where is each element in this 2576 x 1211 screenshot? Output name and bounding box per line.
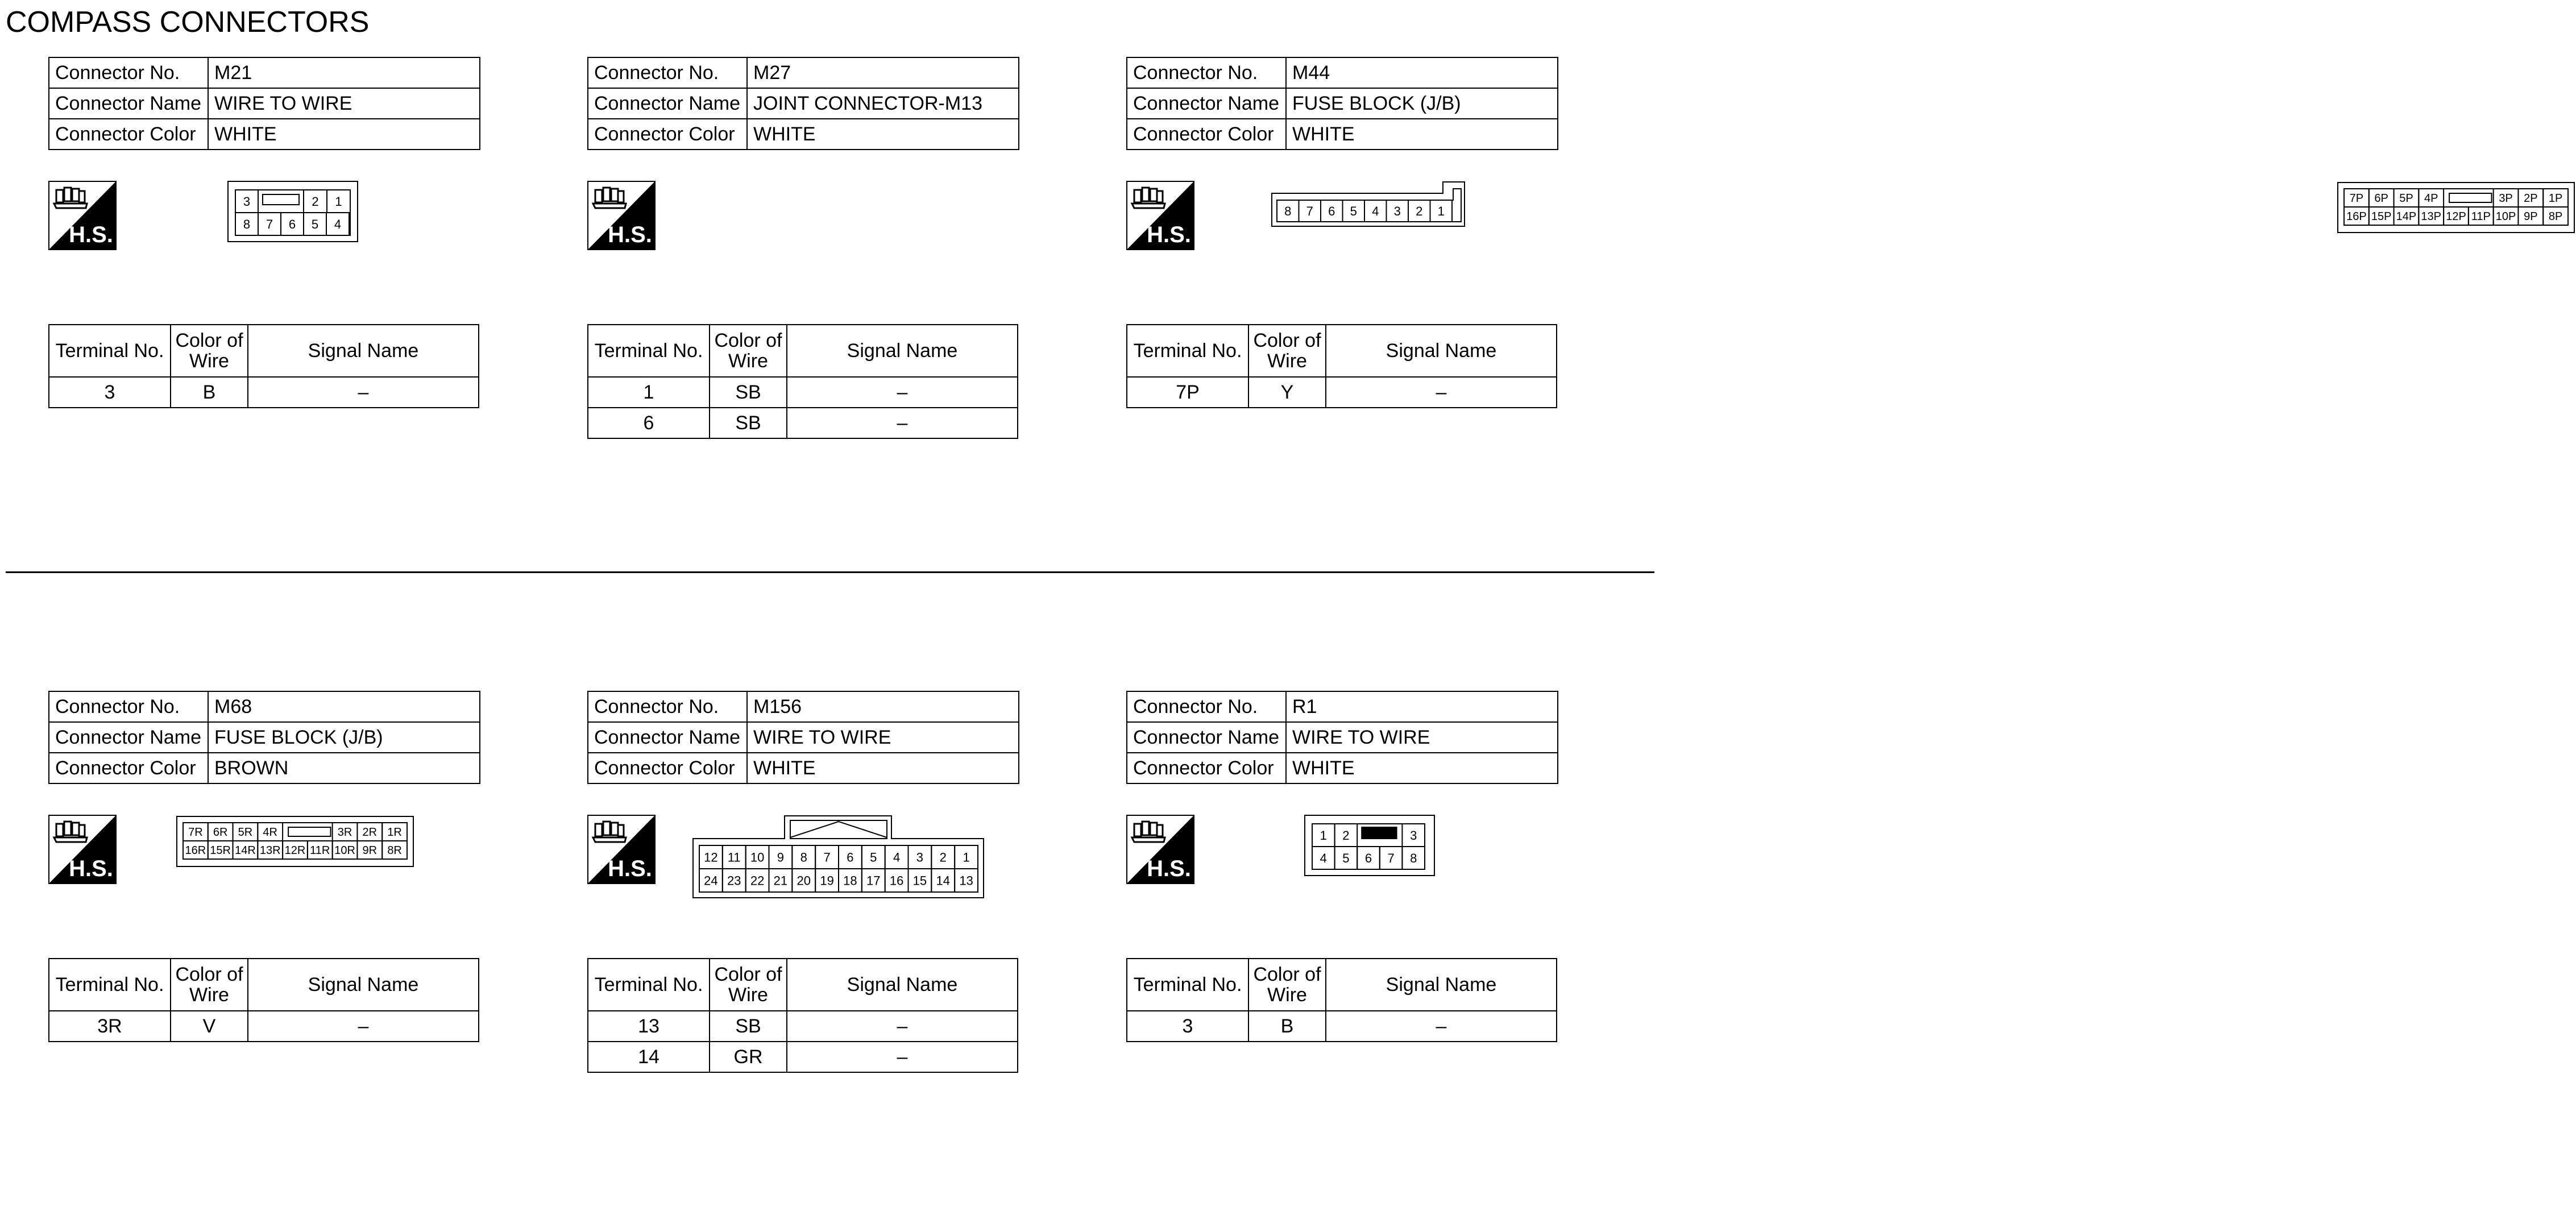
wire-color-cell: SB [710,377,787,408]
terminal-number: 7 [1387,851,1395,865]
connector-info-table [1126,691,1558,784]
terminal-number: 3 [1393,204,1401,218]
wire-color-header [171,959,248,1011]
connector-color-label: Connector Color [588,753,747,783]
terminal-table [1126,324,1557,408]
terminal-number: 7R [188,826,203,839]
terminal-number: 10R [334,844,355,857]
connector-color-value: WHITE [747,119,1019,150]
terminal-number: 5 [1350,204,1357,218]
connector-name-label: Connector Name [588,88,747,119]
connector-name-label: Connector Name [49,88,208,119]
connector-block-M44 [1084,0,2563,421]
terminal-number: 16P [2346,210,2367,223]
terminal-no-header: Terminal No. [588,325,710,377]
color-of-label: Color of [1253,964,1321,985]
connector-name-label: Connector Name [588,722,747,753]
terminal-number: 20 [797,873,811,888]
terminal-number: 3 [1410,828,1417,843]
terminal-number: 5R [238,826,253,839]
terminal-number: 11R [310,844,330,857]
terminal-number: 17 [866,873,881,888]
connector-no-value: R1 [1286,691,1558,722]
connector-name-label: Connector Name [1127,722,1286,753]
wire-color-cell: SB [710,1011,787,1042]
terminal-number: 19 [820,873,834,888]
connector-color-label: Connector Color [1127,119,1286,150]
wire-color-header [710,959,787,1011]
terminal-number: 2 [312,194,319,209]
connector-color-value: WHITE [1286,119,1558,150]
terminal-number: 1 [335,194,342,209]
connector-name-value: WIRE TO WIRE [208,88,480,119]
connector-color-label: Connector Color [1127,753,1286,783]
connector-no-label: Connector No. [49,691,208,722]
terminal-number: 6 [288,217,296,231]
wire-label: Wire [1267,350,1307,372]
wire-color-cell: B [1248,1011,1326,1042]
connector-name-label: Connector Name [1127,88,1286,119]
wire-color-header [1248,325,1326,377]
connector-no-value: M68 [208,691,480,722]
terminal-number: 9P [2524,210,2538,223]
connector-no-value: M44 [1286,57,1558,88]
section-divider [6,571,1654,573]
terminal-number: 2R [362,826,378,839]
connector-name-value: WIRE TO WIRE [747,722,1019,753]
terminal-row [588,1011,1018,1042]
terminal-row [1127,1011,1557,1042]
terminal-number: 8 [1410,851,1417,865]
terminal-number: 1 [963,850,970,865]
connector-block-M68 [6,634,438,1055]
wire-color-cell: GR [710,1042,787,1072]
signal-name-cell: – [787,408,1018,438]
terminal-number: 7 [266,217,273,231]
connector-no-label: Connector No. [1127,691,1286,722]
signal-name-header: Signal Name [787,325,1018,377]
terminal-number: 13R [259,844,281,857]
terminal-number: 4 [334,217,342,231]
terminal-no-cell: 3 [1127,1011,1248,1042]
terminal-number: 4R [263,826,278,839]
signal-name-cell: – [787,1042,1018,1072]
hs-icon [48,815,117,884]
terminal-number: 1R [387,826,402,839]
hs-label: H.S. [608,856,652,881]
signal-name-cell: – [787,377,1018,408]
connector-key [1362,827,1396,839]
connector-no-label: Connector No. [1127,57,1286,88]
terminal-number: 5 [870,850,877,865]
connector-no-value: M156 [747,691,1019,722]
wire-label: Wire [728,984,768,1006]
terminal-number: 11P [2471,210,2491,223]
terminal-number: 2 [1416,204,1423,218]
connector-face-M68 [176,816,415,868]
terminal-number: 6 [847,850,854,865]
terminal-number: 21 [773,873,788,888]
signal-name-cell: – [1326,377,1557,408]
connector-face-R1 [1304,815,1436,877]
terminal-number: 12R [284,844,306,857]
terminal-number: 6P [2374,192,2388,205]
terminal-number: 4 [893,850,901,865]
signal-name-header: Signal Name [1326,959,1557,1011]
connector-face-M21 [227,181,359,243]
terminal-no-cell: 6 [588,408,710,438]
terminal-row [588,1042,1018,1072]
terminal-number: 3 [916,850,924,865]
wire-color-header [1248,959,1326,1011]
terminal-number: 11 [727,850,741,865]
terminal-no-cell: 3R [49,1011,171,1042]
signal-name-cell: – [248,377,479,408]
terminal-number: 7P [2349,192,2364,205]
terminal-number: 13 [959,873,973,888]
hs-icon [1126,815,1194,884]
terminal-number: 8 [800,850,807,865]
connector-info-table [48,57,480,150]
connector-block-M156 [545,634,977,1068]
wire-color-cell: Y [1248,377,1326,408]
terminal-number: 3R [337,826,352,839]
signal-name-header: Signal Name [787,959,1018,1011]
color-of-label: Color of [175,330,243,351]
terminal-number: 13P [2421,210,2442,223]
connector-no-value: M27 [747,57,1019,88]
terminal-no-header: Terminal No. [49,325,171,377]
hs-icon [587,181,656,250]
connector-info-table [587,691,1019,784]
connector-info-table [48,691,480,784]
connector-name-value: FUSE BLOCK (J/B) [1286,88,1558,119]
terminal-table [48,958,479,1042]
terminal-number: 15 [912,873,927,888]
terminal-no-cell: 1 [588,377,710,408]
terminal-number: 18 [843,873,857,888]
terminal-number: 9 [777,850,785,865]
wire-color-header [710,325,787,377]
hs-label: H.S. [69,856,113,881]
hs-label: H.S. [69,222,113,247]
terminal-table [1126,958,1557,1042]
signal-name-cell: – [248,1011,479,1042]
wire-color-cell: B [171,377,248,408]
terminal-number: 4 [1372,204,1379,218]
terminal-no-cell: 13 [588,1011,710,1042]
terminal-number: 5 [1342,851,1350,865]
wire-color-cell: V [171,1011,248,1042]
terminal-number: 6 [1328,204,1335,218]
connector-face-M44 [2337,182,2576,234]
hs-label: H.S. [1147,222,1191,247]
connector-name-value: WIRE TO WIRE [1286,722,1558,753]
color-of-label: Color of [1253,330,1321,351]
connector-color-label: Connector Color [49,119,208,150]
terminal-number: 8 [243,217,251,231]
terminal-number: 14R [235,844,256,857]
hs-label: H.S. [608,222,652,247]
terminal-number: 2 [939,850,947,865]
terminal-number: 12P [2446,210,2466,223]
terminal-number: 22 [750,873,765,888]
terminal-row [588,408,1018,438]
connector-color-label: Connector Color [49,753,208,783]
wire-color-header [171,325,248,377]
terminal-number: 14 [936,873,950,888]
connector-color-value: BROWN [208,753,480,783]
signal-name-cell: – [1326,1011,1557,1042]
terminal-number: 10P [2495,210,2516,223]
terminal-number: 23 [727,873,741,888]
hs-icon [1126,181,1194,250]
terminal-no-cell: 3 [49,377,171,408]
color-of-label: Color of [714,964,782,985]
terminal-no-cell: 7P [1127,377,1248,408]
connector-no-label: Connector No. [588,691,747,722]
terminal-table [48,324,479,408]
terminal-number: 7 [823,850,831,865]
terminal-number: 15R [210,844,231,857]
connector-name-label: Connector Name [49,722,208,753]
connector-no-value: M21 [208,57,480,88]
connector-block-R1 [1084,634,1516,1055]
hs-icon [48,181,117,250]
terminal-number: 5 [311,217,319,231]
terminal-number: 16 [889,873,904,888]
signal-name-header: Signal Name [1326,325,1557,377]
terminal-number: 8P [2548,210,2563,223]
page-title: COMPASS CONNECTORS [6,6,370,39]
terminal-number: 24 [704,873,718,888]
signal-name-header: Signal Name [248,325,479,377]
terminal-no-header: Terminal No. [49,959,171,1011]
terminal-number: 6R [213,826,228,839]
terminal-number: 14P [2396,210,2417,223]
terminal-number: 10 [750,850,765,865]
terminal-number: 6 [1364,851,1372,865]
signal-name-cell: – [787,1011,1018,1042]
wire-label: Wire [189,984,229,1006]
terminal-number: 3 [243,194,251,209]
terminal-no-header: Terminal No. [1127,325,1248,377]
terminal-number: 3P [2499,192,2513,205]
terminal-number: 1P [2548,192,2563,205]
connector-info-table [1126,57,1558,150]
terminal-number: 4P [2424,192,2438,205]
connector-block-M21 [6,0,438,421]
connector-face-M156 [692,815,986,900]
connector-color-value: WHITE [208,119,480,150]
terminal-row [1127,377,1557,408]
hs-label: H.S. [1147,856,1191,881]
hs-icon [587,815,656,884]
terminal-number: 2P [2524,192,2538,205]
terminal-number: 15P [2371,210,2392,223]
terminal-number: 4 [1320,851,1327,865]
wire-color-cell: SB [710,408,787,438]
connector-name-value: FUSE BLOCK (J/B) [208,722,480,753]
color-of-label: Color of [714,330,782,351]
wire-label: Wire [728,350,768,372]
wire-label: Wire [1267,984,1307,1006]
connector-color-label: Connector Color [588,119,747,150]
terminal-number: 5P [2399,192,2413,205]
terminal-number: 16R [185,844,206,857]
terminal-row [49,377,479,408]
terminal-number: 1 [1320,828,1327,843]
terminal-number: 2 [1342,828,1350,843]
terminal-row [588,377,1018,408]
terminal-no-header: Terminal No. [1127,959,1248,1011]
connector-no-label: Connector No. [588,57,747,88]
terminal-number: 1 [1437,204,1445,218]
wire-label: Wire [189,350,229,372]
connector-info-table [587,57,1019,150]
color-of-label: Color of [175,964,243,985]
terminal-number: 8R [387,844,402,857]
terminal-number: 7 [1306,204,1313,218]
terminal-number: 12 [704,850,718,865]
terminal-table [587,324,1018,439]
connector-color-value: WHITE [747,753,1019,783]
signal-name-header: Signal Name [248,959,479,1011]
terminal-row [49,1011,479,1042]
connector-name-value: JOINT CONNECTOR-M13 [747,88,1019,119]
connector-color-value: WHITE [1286,753,1558,783]
connector-no-label: Connector No. [49,57,208,88]
terminal-table [587,958,1018,1073]
terminal-no-cell: 14 [588,1042,710,1072]
terminal-number: 8 [1284,204,1292,218]
terminal-number: 9R [362,844,378,857]
terminal-no-header: Terminal No. [588,959,710,1011]
